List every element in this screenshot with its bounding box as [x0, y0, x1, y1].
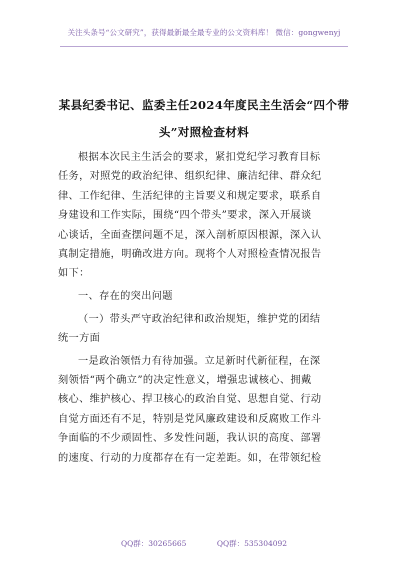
body-line: 刻领悟“两个确立”的决定性意义，增强忠诚核心、拥戴	[58, 374, 312, 386]
body-line: 的速度、行动的力度都存在有一定差距。如，在带领纪检	[58, 452, 322, 464]
body-line: 核心、维护核心、捍卫核心的政治自觉、思想自觉、行动	[58, 394, 322, 406]
body-line: 真制定措施，明确改进方向。现将个人对照检查情况报告	[58, 249, 322, 260]
body-line: 争面临的不少顽固性、多发性问题，我认识的高度、部署	[58, 433, 322, 445]
body-line: 自觉方面还有不足，特别是党风廉政建设和反腐败工作斗	[58, 413, 322, 425]
body-line: 心谈话，全面查摆问题不足，深入剖析原因根源，深入认	[58, 229, 322, 241]
body-line: 律、工作纪律、生活纪律的主旨要义和规定要求，联系自	[58, 190, 322, 202]
footer	[0, 538, 408, 549]
header-banner: 关注头条号“公文研究”，获得最新最全最专业的公文资料库！ 微信：gongwenyj	[67, 28, 341, 37]
header-divider	[60, 46, 348, 47]
body-line: 任务，对照党的政治纪律、组织纪律、廉洁纪律、群众纪	[58, 171, 322, 183]
document-title-line-2: 头”对照检查材料	[158, 125, 250, 139]
subsection-heading: 统一方面	[58, 333, 101, 344]
document-title-line-1: 某县纪委书记、监委主任2024年度民主生活会“四个带	[58, 98, 350, 112]
body-line: 身建设和工作实际，围绕“四个带头”要求，深入开展谈	[58, 210, 312, 222]
footer-qq-group-1: QQ群：30265665	[120, 539, 187, 548]
body-line: 根据本次民主生活会的要求，紧扣党纪学习教育目标	[78, 152, 321, 163]
body-line: 一是政治领悟力有待加强。立足新时代新征程，在深	[78, 355, 321, 367]
body-line: 如下：	[58, 268, 90, 280]
subsection-heading: （一）带头严守政治纪律和政治规矩，维护党的团结	[78, 313, 321, 325]
footer-qq-group-2: QQ群：535304092	[216, 539, 288, 548]
section-heading: 一、存在的突出问题	[78, 291, 173, 302]
